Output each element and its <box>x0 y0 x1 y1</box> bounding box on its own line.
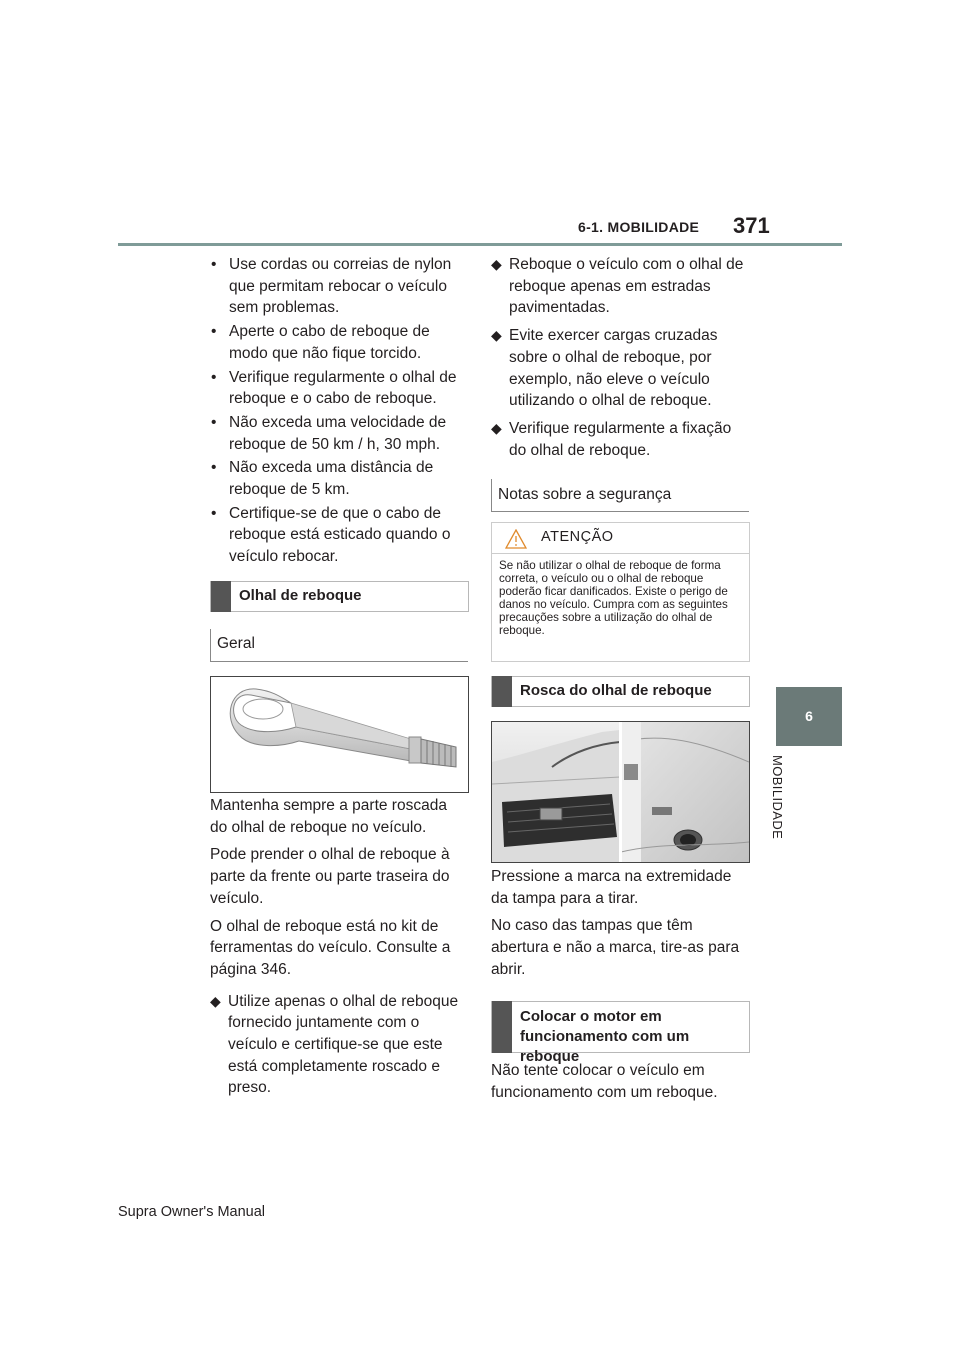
right-paragraphs <box>491 866 749 987</box>
diamond-item: ◆ Verifique regularmente a fixação do olhal de reboque. <box>491 419 732 459</box>
warning-header <box>492 523 749 554</box>
section-bar <box>492 1001 512 1053</box>
diamond-item: ◆ Utilize apenas o olhal de reboque fornecido juntamente com o veículo e certifique-se que este está completamente roscado e preso. <box>210 992 459 1097</box>
paragraph: O olhal de reboque está no kit de ferramentas do veículo. Consulte a página 346. <box>210 917 451 978</box>
subheading-rule-v <box>491 479 492 511</box>
bullet-icon: • <box>211 459 217 477</box>
section-title-box <box>491 676 750 707</box>
right-diamond-list <box>491 254 749 467</box>
section-header: 6-1. MOBILIDADE <box>578 219 700 235</box>
subheading-rule-h <box>491 511 749 512</box>
section-title-box <box>491 1001 750 1065</box>
page-number: 371 <box>733 213 770 238</box>
paragraph: Pode prender o olhal de reboque à parte da frente ou parte traseira do veículo. <box>210 846 450 907</box>
paragraph: Pressione a marca na extremidade da tampa para a tirar. <box>491 868 732 907</box>
tow-eye-illustration <box>210 676 469 793</box>
section-title: Colocar o motor em funcionamento com um reboque <box>520 1008 690 1065</box>
diamond-icon: ◆ <box>210 992 221 1009</box>
diamond-item: ◆ Evite exercer cargas cruzadas sobre o olhal de reboque, por exemplo, não eleve o veículo utilizando o olhal de reboque. <box>491 327 718 410</box>
diamond-item: ◆ Reboque o veículo com o olhal de reboque apenas em estradas pavimentadas. <box>491 256 744 317</box>
bullet-icon: • <box>211 504 217 522</box>
left-bullet-list <box>210 254 468 570</box>
bullet-item: • Use cordas ou correias de nylon que permitam rebocar o veículo sem problemas. <box>211 256 452 317</box>
section-title: Rosca do olhal de reboque <box>520 682 712 699</box>
diamond-icon: ◆ <box>491 419 502 436</box>
safety-subheading: Notas sobre a segurança <box>498 486 672 503</box>
subheading: Geral <box>217 635 255 652</box>
section-title: Olhal de reboque <box>239 587 362 604</box>
left-paragraphs <box>210 795 468 1105</box>
chapter-label-text: MOBILIDADE <box>770 755 785 840</box>
bullet-icon: • <box>211 323 217 341</box>
tow-eye-icon <box>211 677 468 792</box>
bumper-photo-icon <box>492 722 749 862</box>
bullet-item: • Certifique-se de que o cabo de reboque está esticado quando o veículo rebocar. <box>211 504 451 566</box>
subheading-rule-v <box>210 629 211 661</box>
bullet-icon: • <box>211 413 217 431</box>
warning-title: ATENÇÃO <box>541 529 614 545</box>
warning-text: Se não utilizar o olhal de reboque de forma correta, o veículo ou o olhal de reboque poderão ficar danificados. Existe o perigo de danos no veículo. Cumpra com as seguintes precauções sobre a utilização do olhal de reboque. <box>499 559 728 637</box>
footer-text: Supra Owner's Manual <box>118 1204 266 1220</box>
diamond-icon: ◆ <box>491 327 502 344</box>
bullet-icon: • <box>211 368 217 386</box>
chapter-label <box>770 755 810 855</box>
diamond-icon: ◆ <box>491 256 502 272</box>
bumper-cover-photo <box>491 721 750 863</box>
paragraph: No caso das tampas que têm abertura e não a marca, tire-as para abrir. <box>491 917 740 978</box>
bullet-icon: • <box>211 256 217 273</box>
header-rule <box>118 243 842 246</box>
subheading-rule-h <box>210 661 468 662</box>
final-paragraph-block <box>491 1060 749 1109</box>
bullet-item: • Não exceda uma distância de reboque de 5 km. <box>211 459 434 499</box>
paragraph: Não tente colocar o veículo em funcionamento com um reboque. <box>491 1062 718 1101</box>
paragraph: Mantenha sempre a parte roscada do olhal de reboque no veículo. <box>210 797 447 836</box>
bullet-item: • Verifique regularmente o olhal de reboque e o cabo de reboque. <box>211 368 457 408</box>
section-bar <box>492 676 512 707</box>
section-bar <box>211 581 231 612</box>
section-title-box <box>210 581 469 612</box>
warning-box <box>491 522 750 662</box>
chapter-tab[interactable]: 6 <box>776 687 842 746</box>
bullet-item: • Aperte o cabo de reboque de modo que não fique torcido. <box>211 323 430 362</box>
bullet-item: • Não exceda uma velocidade de reboque de 50 km / h, 30 mph. <box>211 413 447 453</box>
warning-triangle-icon <box>505 529 527 549</box>
